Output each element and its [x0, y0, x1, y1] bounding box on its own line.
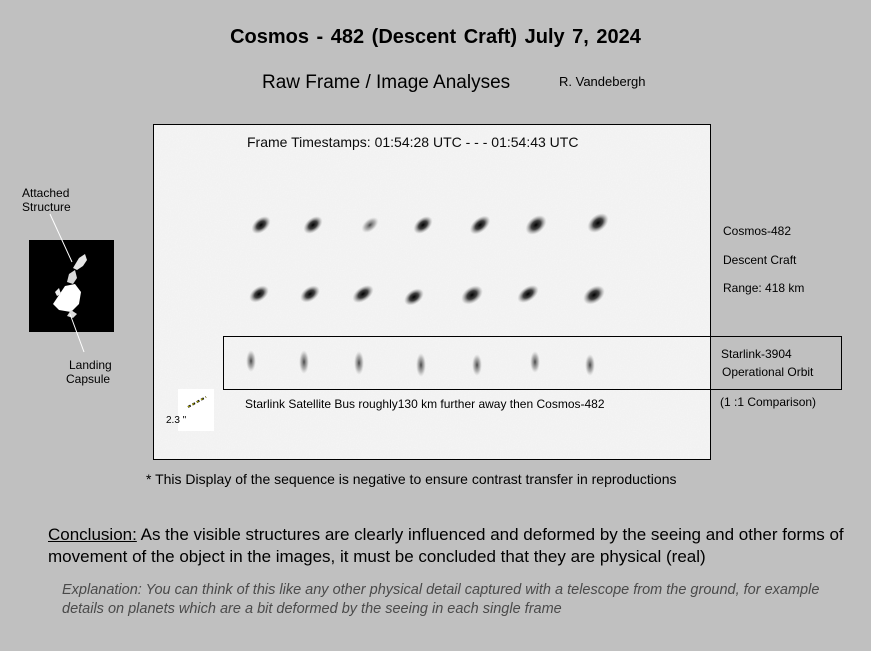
starlink-bus-note: Starlink Satellite Bus roughly130 km further away then Cosmos-482	[245, 397, 605, 411]
conclusion-label: Conclusion:	[48, 525, 137, 544]
inset-label-top-1: Attached	[22, 186, 70, 200]
image-frame	[153, 124, 711, 460]
footnote: * This Display of the sequence is negative to ensure contrast transfer in reproductions	[146, 471, 677, 487]
label-descent-craft: Descent Craft	[723, 253, 797, 267]
inset-capsule-graphic	[29, 240, 114, 332]
label-range: Range: 418 km	[723, 281, 805, 295]
starlink-comparison-box	[223, 336, 842, 390]
conclusion	[48, 524, 848, 568]
label-operational-orbit: Operational Orbit	[722, 365, 814, 379]
author: R. Vandebergh	[559, 74, 646, 89]
inset-image	[29, 240, 114, 332]
inset-label-top-2: Structure	[22, 200, 71, 214]
subtitle: Raw Frame / Image Analyses	[262, 72, 511, 93]
inset-label-bottom-2: Capsule	[66, 372, 111, 386]
explanation: Explanation: You can think of this like any other physical detail captured with a telescope from the ground, for example details on planets which are a bit deformed by the seeing in each single frame	[62, 582, 820, 617]
page-title: Cosmos - 482 (Descent Craft) July 7, 2024	[230, 26, 641, 48]
conclusion-text: As the visible structures are clearly influenced and deformed by the seeing and other forms of movement of the object in the images, it must be concluded that they are physical (real)	[48, 525, 844, 566]
label-comparison: (1 :1 Comparison)	[720, 395, 817, 409]
scale-label: 2.3 "	[166, 415, 187, 426]
label-cosmos-482: Cosmos-482	[723, 224, 792, 238]
inset-label-bottom-1: Landing	[69, 358, 112, 372]
label-starlink: Starlink-3904	[721, 347, 792, 361]
